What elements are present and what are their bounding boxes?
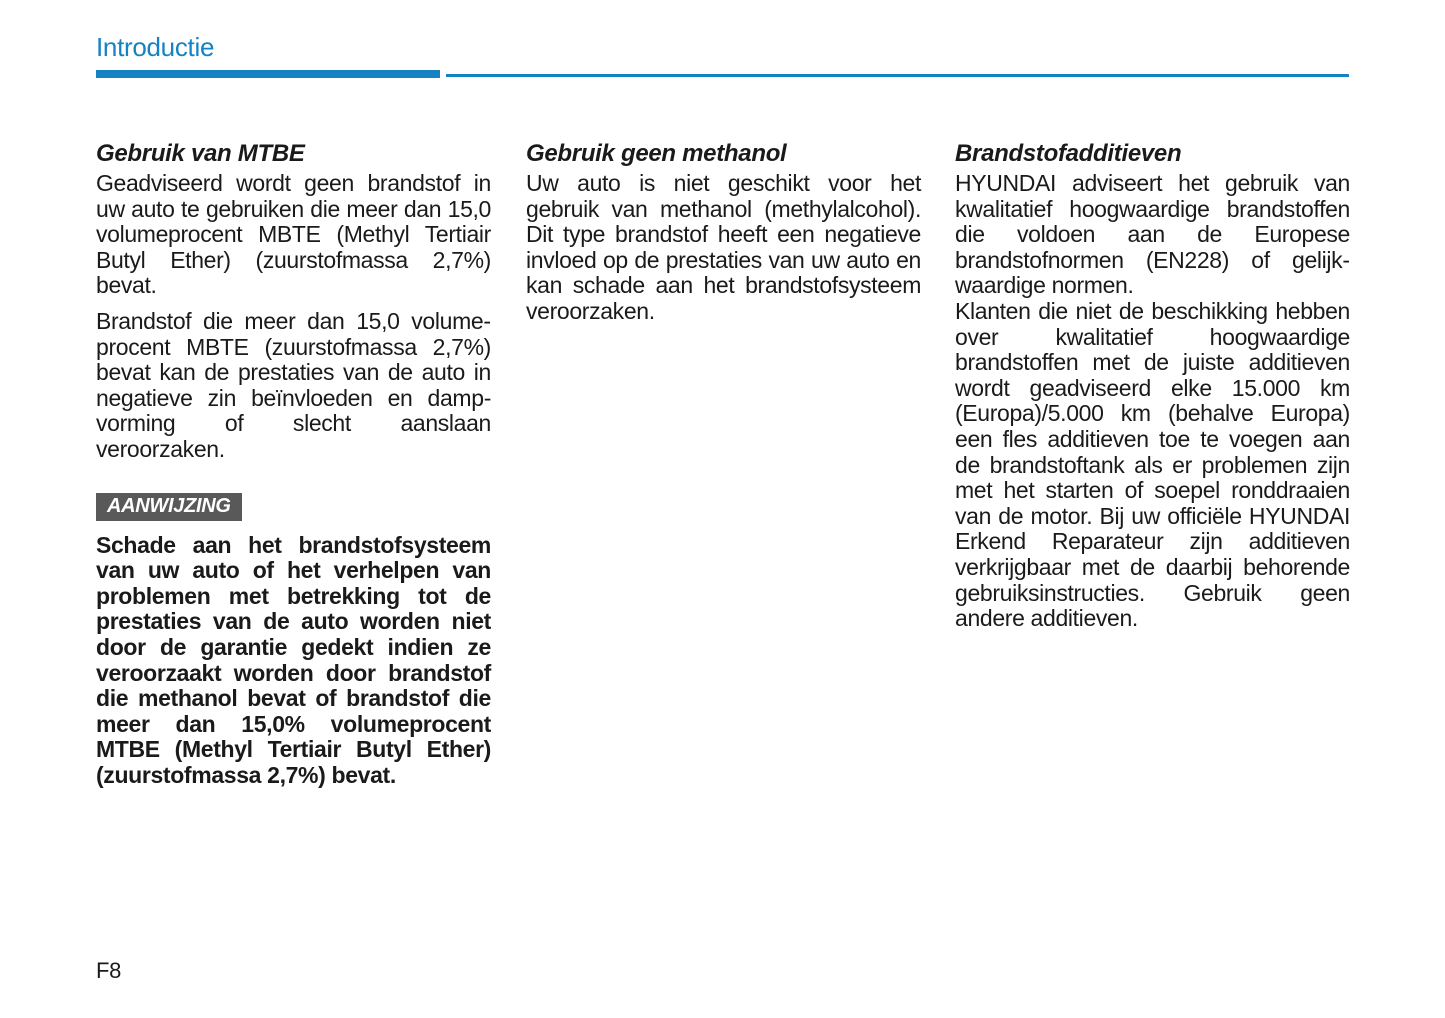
header-rule-thick [96,70,440,78]
paragraph-mtbe-2: Brandstof die meer dan 15,0 volumeprocent MBTE (zuurstofmassa 2,7%) bevat kan de prestaties van de auto in negatieve zin beïnvloeden en damp-vorming of slecht aanslaan veroorzaken. [96,307,491,462]
paragraph-mtbe-1: Geadviseerd wordt geen brandstof in uw auto te gebruiken die meer dan 15,0 volumeprocent MBTE (Methyl Tertiair Butyl Ether) (zuurstofmassa 2,7%) bevat. [96,170,491,299]
heading-methanol: Gebruik geen methanol [526,140,787,167]
page-number: F8 [96,958,122,983]
heading-additives: Brandstofadditieven [955,140,1182,167]
paragraph-additives-2: Klanten die niet de beschikking hebben over kwalitatief hoogwaardige brandstoffen met de juiste additieven wordt geadviseerd elke 15.000 km (Europa)/5.000 km (behalve Europa) een fles additieven toe te voegen aan de brandstoftank als er problemen zijn met het starten of soepel ronddraaien van de motor. Bij uw officiële HYUNDAI Erkend Reparateur zijn additieven verkrijgbaar met de daarbij behorende gebruiksinstructies. Gebruik geen andere additieven. [955,297,1350,632]
section-title: Introductie [96,32,215,62]
note-text: Schade aan het brandstofsysteem van uw auto of het verhelpen van problemen met betrekking tot de prestaties van de auto worden niet door de garantie gedekt indien ze veroorzaakt worden door brandstof die methanol bevat of brandstof die meer dan 15,0% volumeprocent MTBE (Methyl Tertiair Butyl Ether) (zuurstofmassa 2,7%) bevat. [96,531,491,788]
header-rule-thin [446,74,1349,77]
heading-mtbe: Gebruik van MTBE [96,140,305,167]
note-badge: AANWIJZING [96,493,242,521]
column-additives [955,139,1350,632]
column-methanol [526,139,921,325]
paragraph-methanol-1: Uw auto is niet geschikt voor het gebruik van methanol (methylalcohol). Dit type brandstof heeft een negatieve invloed op de prestaties van uw auto en kan schade aan het brandstofsysteem veroorzaken. [526,170,921,324]
column-mtbe [96,139,491,788]
paragraph-additives-1: HYUNDAI adviseert het gebruik van kwalitatief hoogwaardige brandstoffen die voldoen aan de Europese brandstofnormen (EN228) of gelijkwaardige normen. [955,170,1350,299]
